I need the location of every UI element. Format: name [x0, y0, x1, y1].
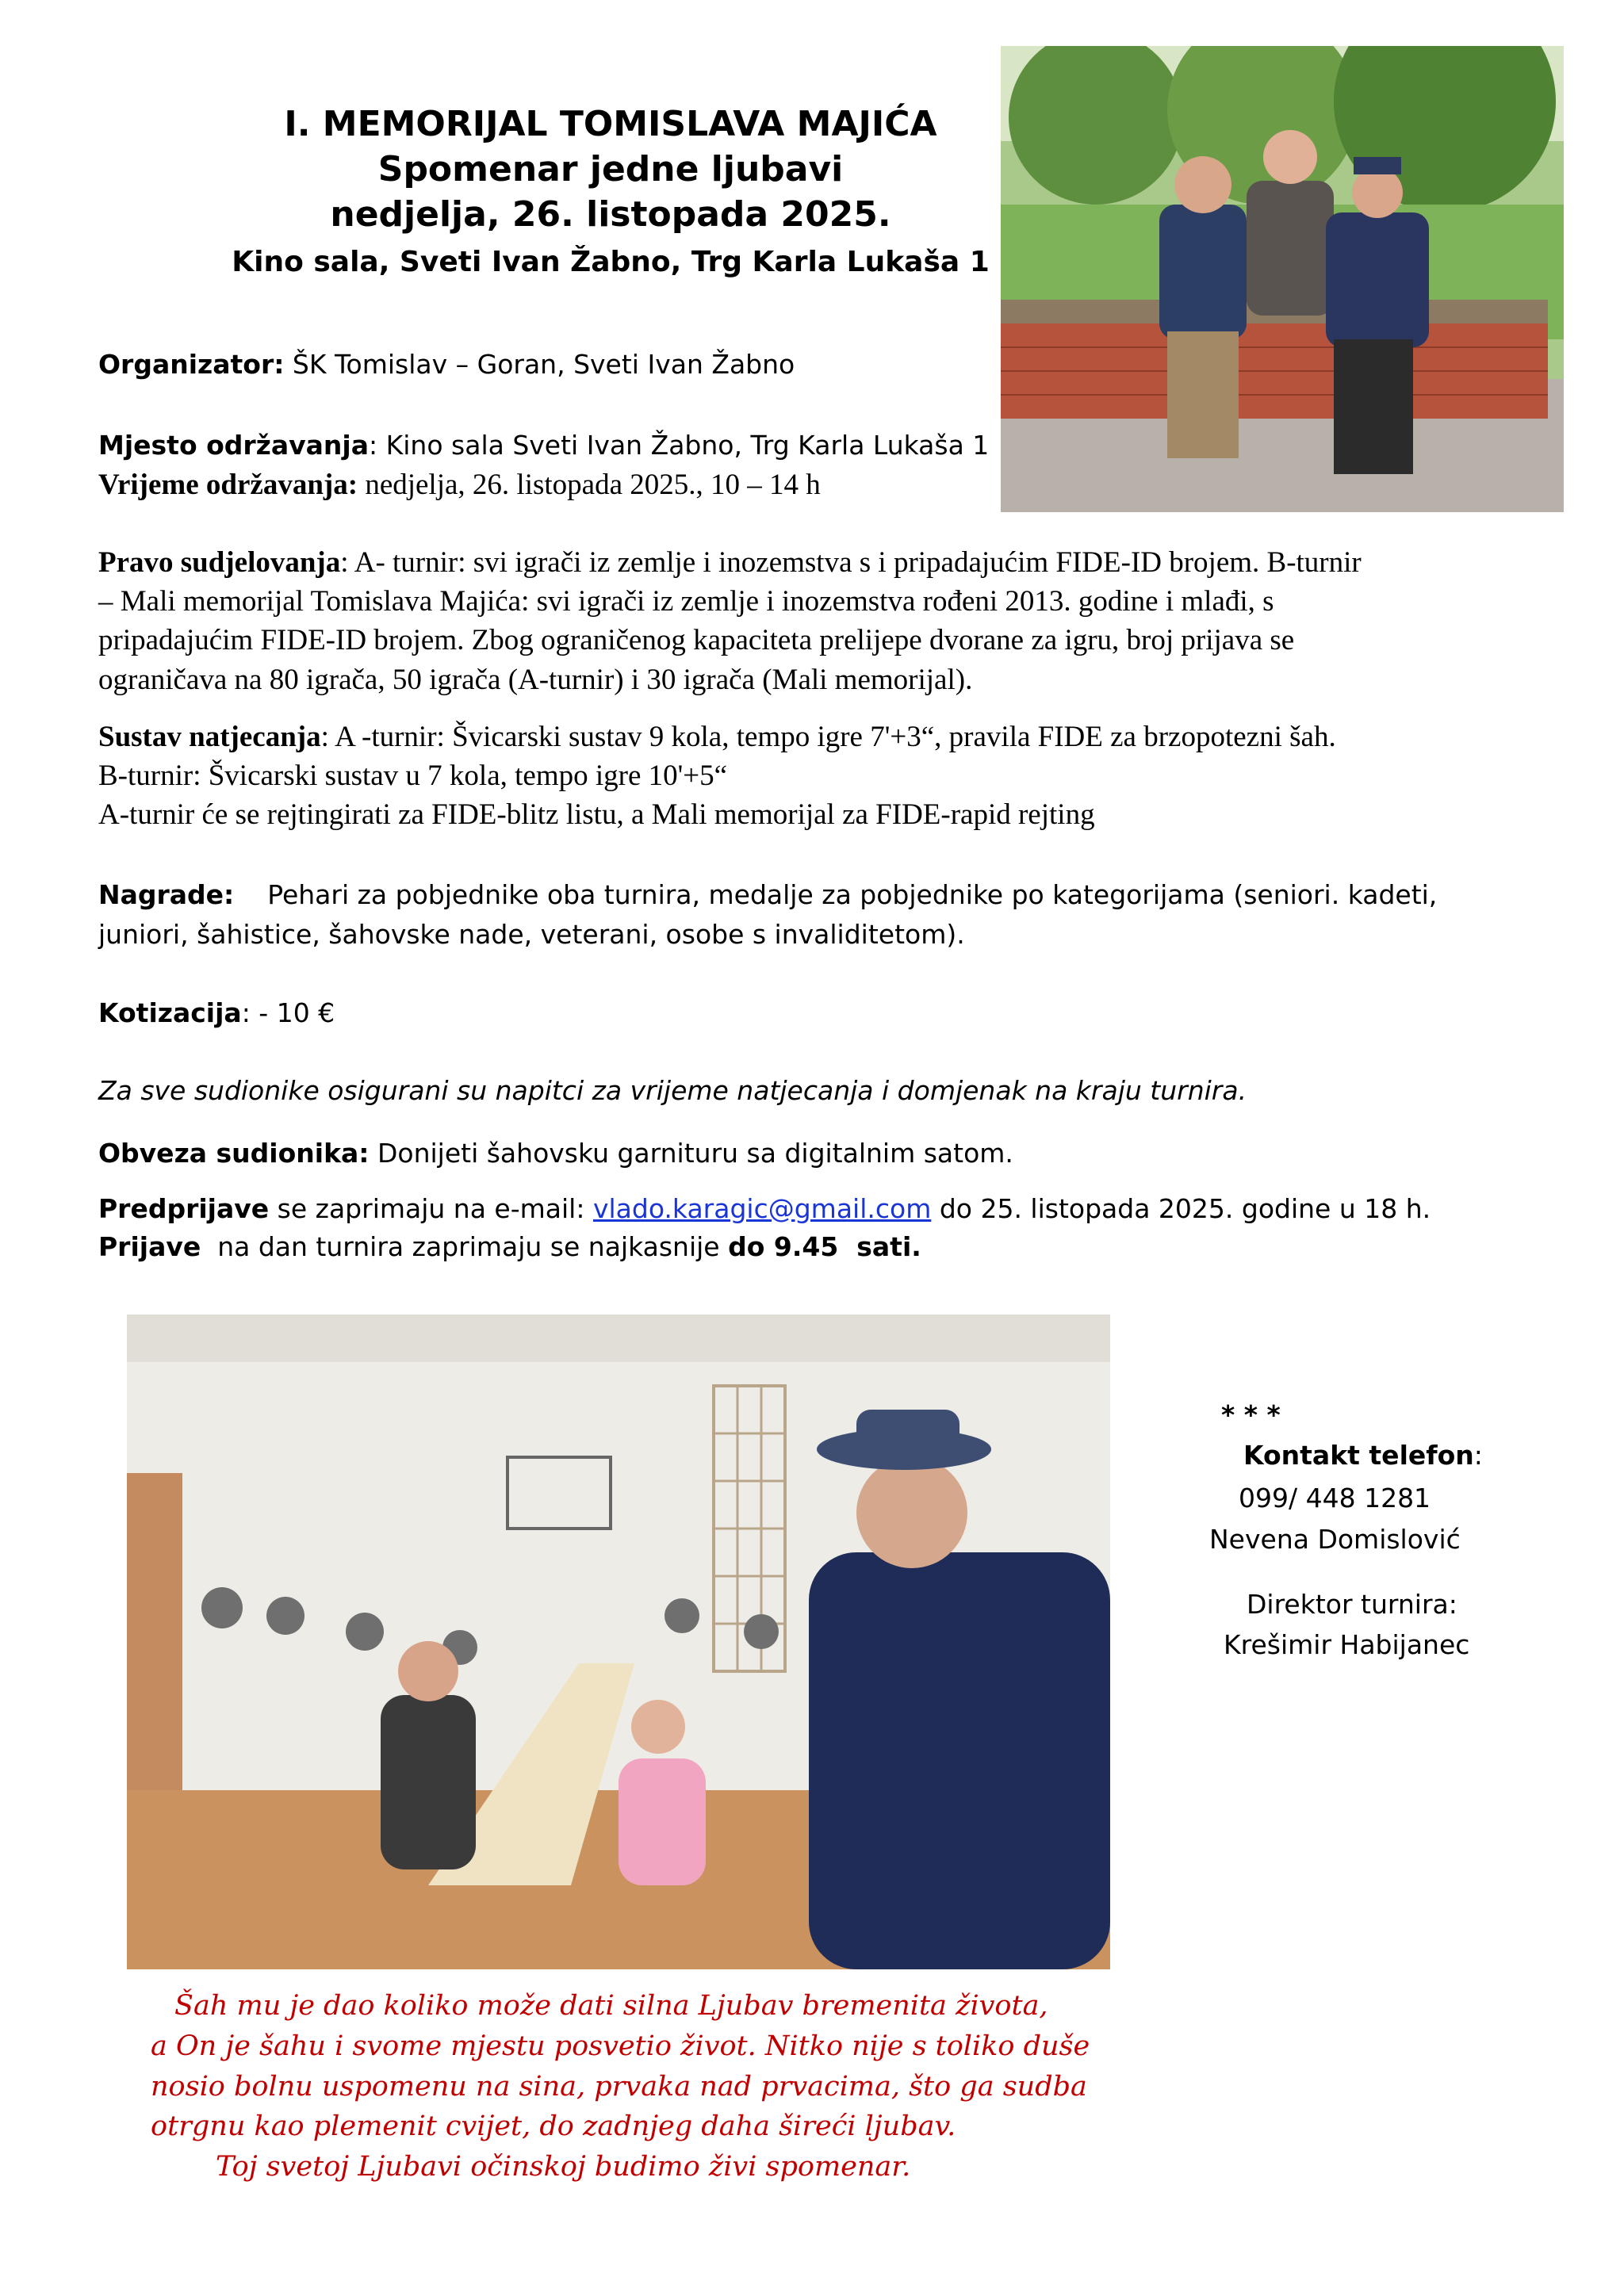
eligibility-line: pripadajućim FIDE-ID brojem. Zbog ograničenog kapaciteta prelijepe dvorane za igru, broj prijava se: [98, 624, 1295, 657]
photo-three-men-bench: [1001, 46, 1564, 512]
obligation-line: [98, 1138, 1013, 1169]
event-subtitle: Spomenar jedne ljubavi: [377, 149, 844, 190]
director-label: Direktor turnira:: [1247, 1589, 1457, 1620]
system-block: [98, 718, 1557, 835]
time-line: [98, 468, 821, 502]
contact-label: Kontakt telefon: [1243, 1440, 1474, 1471]
eligibility-line: : A- turnir: svi igrači iz zemlje i inozemstva s i pripadajućim FIDE-ID brojem. B-turnir: [340, 546, 1362, 579]
poem-line: nosio bolnu uspomenu na sina, prvaka nad prvacima, što ga sudba: [151, 2070, 1087, 2103]
preregistration-label: Predprijave: [98, 1193, 270, 1224]
venue-line: [98, 430, 989, 461]
contact-stars: * * *: [1221, 1399, 1281, 1430]
time-label: Vrijeme održavanja:: [98, 469, 358, 501]
fee-line: [98, 997, 335, 1029]
eligibility-block: [98, 543, 1542, 699]
contact-colon: :: [1473, 1440, 1483, 1471]
time-value: nedjelja, 26. listopada 2025., 10 – 14 h: [358, 469, 821, 501]
preregistration-deadline: do 25. listopada 2025. godine u 18 h.: [931, 1193, 1431, 1224]
eligibility-line: – Mali memorijal Tomislava Majića: svi igrači iz zemlje i inozemstva rođeni 2013. godine i mlađi, s: [98, 585, 1274, 618]
preregistration-line: [98, 1193, 1431, 1225]
poem-block: [151, 1986, 1090, 2187]
prizes-block: [98, 875, 1437, 954]
prizes-line: juniori, šahistice, šahovske nade, veterani, osobe s invaliditetom).: [98, 918, 965, 950]
organizer-value: ŠK Tomislav – Goran, Sveti Ivan Žabno: [284, 349, 795, 380]
organizer-line: [98, 349, 795, 381]
system-line: A-turnir će se rejtingirati za FIDE-blitz listu, a Mali memorijal za FIDE-rapid rejting: [98, 798, 1095, 832]
preregistration-text: se zaprimaju na e-mail:: [269, 1193, 593, 1224]
system-line: B-turnir: Švicarski sustav u 7 kola, tempo igre 10'+5“: [98, 760, 728, 793]
system-label: Sustav natjecanja: [98, 721, 321, 753]
poem-line: Toj svetoj Ljubavi očinskoj budimo živi spomenar.: [216, 2151, 911, 2183]
obligation-value: Donijeti šahovsku garnituru sa digitalnim satom.: [369, 1138, 1013, 1169]
fee-label: Kotizacija: [98, 997, 242, 1028]
obligation-label: Obveza sudionika:: [98, 1138, 370, 1169]
event-date: nedjelja, 26. listopada 2025.: [330, 194, 891, 235]
registration-line: [98, 1231, 921, 1263]
prizes-line: Pehari za pobjednike oba turnira, medalje za pobjednike po kategorijama (seniori. kadeti,: [234, 879, 1438, 910]
system-line: : A -turnir: Švicarski sustav 9 kola, tempo igre 7'+3“, pravila FIDE za brzopotezni šah.: [320, 721, 1336, 753]
event-title: I. MEMORIJAL TOMISLAVA MAJIĆA: [284, 104, 937, 144]
eligibility-line: ograničava na 80 igrača, 50 igrača (A-turnir) i 30 igrača (Mali memorijal).: [98, 663, 973, 696]
contact-label-line: [1243, 1440, 1483, 1471]
title-block: [174, 101, 1047, 281]
poem-line: Šah mu je dao koliko može dati silna Ljubav bremenita života,: [174, 1990, 1048, 2022]
contact-phone: 099/ 448 1281: [1239, 1483, 1431, 1513]
director-name: Krešimir Habijanec: [1224, 1629, 1470, 1660]
photo-chess-hall: [127, 1314, 1110, 1969]
fee-value: : - 10 €: [241, 997, 335, 1028]
organizer-label: Organizator:: [98, 349, 285, 380]
poem-line: a On je šahu i svome mjestu posvetio život. Nitko nije s toliko duše: [151, 2030, 1090, 2062]
registration-text: na dan turnira zaprimaju se najkasnije: [201, 1231, 729, 1262]
venue-value: : Kino sala Sveti Ivan Žabno, Trg Karla Lukaša 1: [369, 430, 990, 461]
contact-name: Nevena Domislović: [1209, 1524, 1461, 1555]
photo-three-men-bench-illustration: [1001, 46, 1564, 512]
prizes-label: Nagrade:: [98, 879, 235, 910]
event-location: Kino sala, Sveti Ivan Žabno, Trg Karla Lukaša 1: [232, 245, 990, 278]
registration-label: Prijave: [98, 1231, 201, 1262]
refreshments-note: Za sve sudionike osigurani su napitci za vrijeme natjecanja i domjenak na kraju turnira.: [98, 1075, 1247, 1106]
photo-chess-hall-illustration: [127, 1314, 1110, 1969]
eligibility-label: Pravo sudjelovanja: [98, 546, 341, 579]
registration-deadline: do 9.45 sati.: [728, 1231, 921, 1262]
venue-label: Mjesto održavanja: [98, 430, 370, 461]
poem-line: otrgnu kao plemenit cvijet, do zadnjeg daha šireći ljubav.: [151, 2110, 956, 2143]
email-link[interactable]: vlado.karagic@gmail.com: [592, 1193, 932, 1224]
